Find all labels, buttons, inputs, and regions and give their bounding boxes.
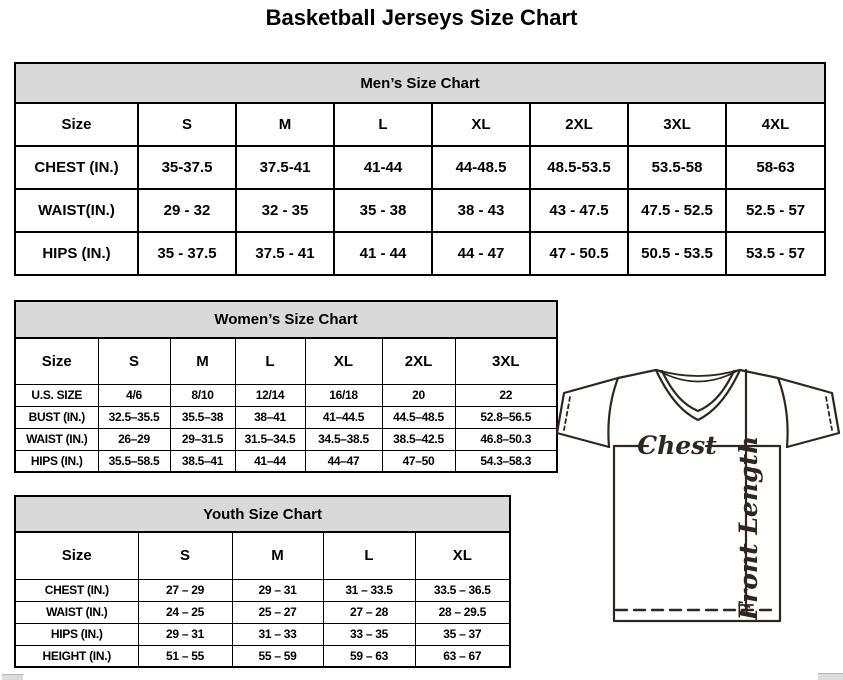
size-cell: 44.5–48.5 — [382, 406, 455, 428]
size-cell: 41–44.5 — [305, 406, 382, 428]
size-cell: 41–44 — [235, 450, 305, 472]
column-header: L — [235, 338, 305, 384]
table-row — [15, 406, 557, 428]
size-cell: 37.5 - 41 — [236, 232, 334, 275]
table-row — [15, 579, 510, 601]
table-caption: Youth Size Chart — [15, 496, 510, 532]
table-row — [15, 601, 510, 623]
size-cell: 24 – 25 — [138, 601, 232, 623]
column-header: Size — [15, 532, 138, 579]
column-header: M — [236, 103, 334, 146]
size-cell: 4/6 — [98, 384, 170, 406]
size-cell: 20 — [382, 384, 455, 406]
row-label: HIPS (IN.) — [15, 232, 138, 275]
column-header: 4XL — [726, 103, 825, 146]
size-cell: 37.5-41 — [236, 146, 334, 189]
size-cell: 51 – 55 — [138, 645, 232, 667]
size-cell: 29 – 31 — [138, 623, 232, 645]
size-cell: 47–50 — [382, 450, 455, 472]
size-cell: 38.5–41 — [170, 450, 235, 472]
row-label: WAIST (IN.) — [15, 601, 138, 623]
size-cell: 44 - 47 — [432, 232, 530, 275]
chest-label: Chest — [637, 431, 717, 460]
size-cell: 27 – 28 — [323, 601, 415, 623]
table-row — [15, 189, 825, 232]
column-header: L — [334, 103, 432, 146]
size-cell: 43 - 47.5 — [530, 189, 628, 232]
size-cell: 29 - 32 — [138, 189, 236, 232]
row-label: BUST (IN.) — [15, 406, 98, 428]
right-cuff-dashed-seam — [826, 397, 832, 430]
column-header: XL — [305, 338, 382, 384]
left-cuff-dashed-seam — [564, 397, 570, 430]
womens-size-table — [14, 300, 558, 473]
row-label: WAIST (IN.) — [15, 428, 98, 450]
size-cell: 54.3–58.3 — [455, 450, 557, 472]
size-cell: 31.5–34.5 — [235, 428, 305, 450]
size-cell: 59 – 63 — [323, 645, 415, 667]
size-cell: 50.5 - 53.5 — [628, 232, 726, 275]
size-cell: 33 – 35 — [323, 623, 415, 645]
collar — [656, 370, 740, 420]
column-header: M — [232, 532, 323, 579]
row-label: CHEST (IN.) — [15, 146, 138, 189]
column-header: 2XL — [530, 103, 628, 146]
column-header: 3XL — [628, 103, 726, 146]
row-label: HIPS (IN.) — [15, 623, 138, 645]
size-cell: 48.5-53.5 — [530, 146, 628, 189]
size-cell: 35 - 37.5 — [138, 232, 236, 275]
size-cell: 27 – 29 — [138, 579, 232, 601]
column-header: Size — [15, 103, 138, 146]
size-cell: 26–29 — [98, 428, 170, 450]
size-cell: 22 — [455, 384, 557, 406]
row-label: HEIGHT (IN.) — [15, 645, 138, 667]
size-cell: 32.5–35.5 — [98, 406, 170, 428]
table-caption: Women’s Size Chart — [15, 301, 557, 338]
size-cell: 55 – 59 — [232, 645, 323, 667]
column-header: S — [98, 338, 170, 384]
column-header: 2XL — [382, 338, 455, 384]
size-cell: 31 – 33 — [232, 623, 323, 645]
size-cell: 29 – 31 — [232, 579, 323, 601]
size-cell: 12/14 — [235, 384, 305, 406]
size-cell: 63 – 67 — [415, 645, 510, 667]
column-header: XL — [432, 103, 530, 146]
row-label: WAIST(IN.) — [15, 189, 138, 232]
size-cell: 16/18 — [305, 384, 382, 406]
size-cell: 28 – 29.5 — [415, 601, 510, 623]
row-label: U.S. SIZE — [15, 384, 98, 406]
size-cell: 53.5 - 57 — [726, 232, 825, 275]
column-header: S — [138, 532, 232, 579]
column-header: M — [170, 338, 235, 384]
size-cell: 52.5 - 57 — [726, 189, 825, 232]
size-cell: 38.5–42.5 — [382, 428, 455, 450]
row-label: CHEST (IN.) — [15, 579, 138, 601]
size-cell: 35-37.5 — [138, 146, 236, 189]
scrollbar-fragment-left[interactable] — [2, 674, 23, 680]
size-cell: 35.5–38 — [170, 406, 235, 428]
front-length-label: Front Length — [734, 435, 763, 621]
size-cell: 58-63 — [726, 146, 825, 189]
column-header: Size — [15, 338, 98, 384]
size-cell: 41 - 44 — [334, 232, 432, 275]
size-cell: 29–31.5 — [170, 428, 235, 450]
column-header: S — [138, 103, 236, 146]
size-cell: 38–41 — [235, 406, 305, 428]
size-cell: 25 – 27 — [232, 601, 323, 623]
size-cell: 34.5–38.5 — [305, 428, 382, 450]
size-cell: 31 – 33.5 — [323, 579, 415, 601]
size-cell: 35.5–58.5 — [98, 450, 170, 472]
size-cell: 35 - 38 — [334, 189, 432, 232]
size-cell: 41-44 — [334, 146, 432, 189]
table-row — [15, 428, 557, 450]
size-cell: 47.5 - 52.5 — [628, 189, 726, 232]
size-cell: 38 - 43 — [432, 189, 530, 232]
size-cell: 35 – 37 — [415, 623, 510, 645]
table-row — [15, 623, 510, 645]
table-row — [15, 232, 825, 275]
size-cell: 44–47 — [305, 450, 382, 472]
table-row — [15, 384, 557, 406]
size-cell: 52.8–56.5 — [455, 406, 557, 428]
table-row — [15, 450, 557, 472]
size-cell: 44-48.5 — [432, 146, 530, 189]
mens-size-table — [14, 62, 826, 276]
size-cell: 53.5-58 — [628, 146, 726, 189]
jersey-measurement-diagram — [556, 358, 843, 665]
table-caption: Men’s Size Chart — [15, 63, 825, 103]
youth-size-table — [14, 495, 511, 668]
size-cell: 8/10 — [170, 384, 235, 406]
column-header: XL — [415, 532, 510, 579]
table-row — [15, 645, 510, 667]
column-header: 3XL — [455, 338, 557, 384]
size-cell: 32 - 35 — [236, 189, 334, 232]
size-cell: 33.5 – 36.5 — [415, 579, 510, 601]
row-label: HIPS (IN.) — [15, 450, 98, 472]
size-cell: 47 - 50.5 — [530, 232, 628, 275]
size-cell: 46.8–50.3 — [455, 428, 557, 450]
page-title: Basketball Jerseys Size Chart — [265, 5, 578, 30]
table-row — [15, 146, 825, 189]
jersey-outline — [557, 370, 839, 621]
column-header: L — [323, 532, 415, 579]
